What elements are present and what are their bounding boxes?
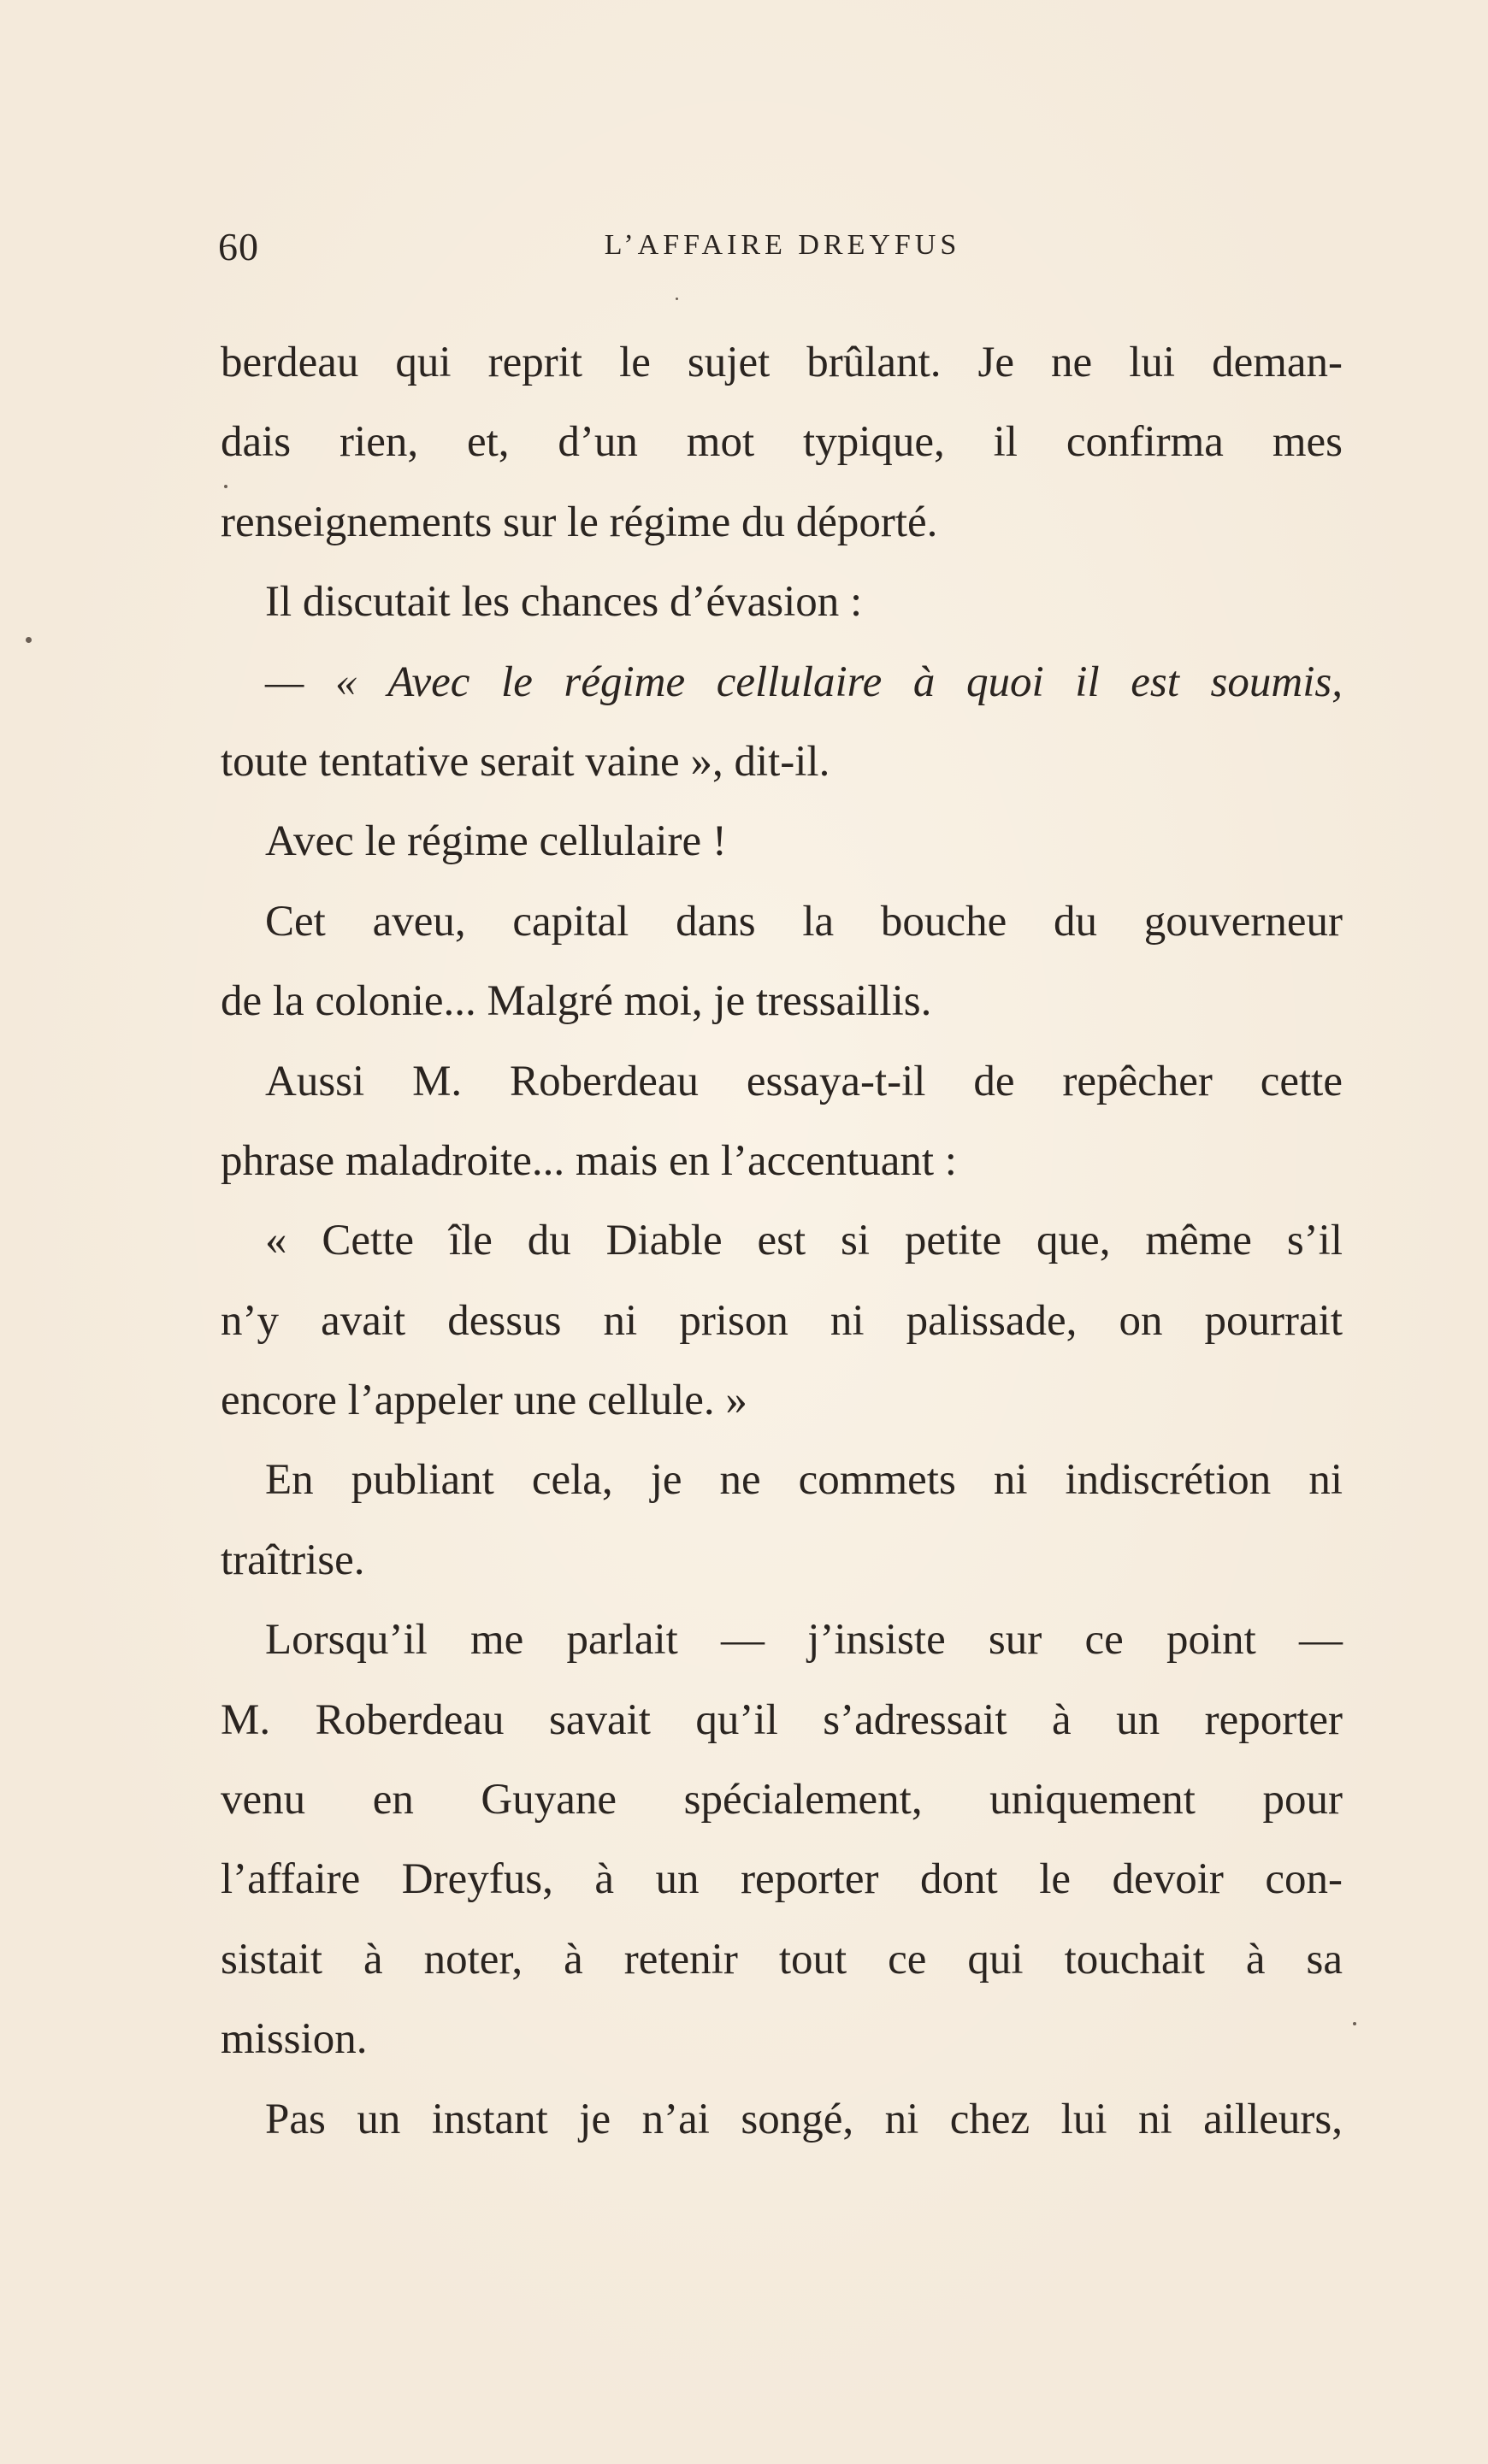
running-title: L’AFFAIRE DREYFUS <box>604 229 961 261</box>
text-line: dais rien, et, d’un mot typique, il confirma mes <box>221 418 1343 467</box>
text-line: Aussi M. Roberdeau essaya-t-il de repêcher cette <box>265 1057 1343 1105</box>
text-line: sistait à noter, à retenir tout ce qui touchait à sa <box>221 1935 1343 1984</box>
text-line-quote: — « Avec le régime cellulaire à quoi il est soumis, <box>265 657 1343 706</box>
text-line: Cet aveu, capital dans la bouche du gouverneur <box>265 897 1343 946</box>
text-line: renseignements sur le régime du déporté. <box>221 498 938 546</box>
text-line: venu en Guyane spécialement, uniquement pour <box>221 1776 1343 1824</box>
text-line: n’y avait dessus ni prison ni palissade, on pourrait <box>221 1296 1343 1345</box>
text-line: toute tentative serait vaine », dit-il. <box>221 737 830 786</box>
text-line: phrase maladroite... mais en l’accentuant : <box>221 1136 957 1185</box>
text-line: de la colonie... Malgré moi, je tressaillis. <box>221 977 932 1026</box>
text-line: « Cette île du Diable est si petite que, même s’il <box>265 1217 1343 1265</box>
body-text <box>221 323 1343 2160</box>
paper-speck <box>676 298 678 300</box>
paper-speck <box>1353 2022 1356 2025</box>
text-line: traîtrise. <box>221 1536 365 1584</box>
paper-speck <box>224 485 227 488</box>
text-line: berdeau qui reprit le sujet brûlant. Je ne lui deman- <box>221 339 1343 386</box>
page-header <box>218 224 1347 284</box>
text-line: Il discutait les chances d’évasion : <box>265 578 863 627</box>
text-line: encore l’appeler une cellule. » <box>221 1376 747 1425</box>
text-line: En publiant cela, je ne commets ni indiscrétion ni <box>265 1456 1343 1505</box>
text-line: Pas un instant je n’ai songé, ni chez lui ni ailleurs, <box>265 2095 1343 2143</box>
text-line: M. Roberdeau savait qu’il s’adressait à un reporter <box>221 1695 1343 1744</box>
paper-speck <box>26 637 32 643</box>
page-number: 60 <box>218 225 259 268</box>
text-line: Avec le régime cellulaire ! <box>265 817 727 866</box>
text-line: mission. <box>221 2015 368 2064</box>
text-line: l’affaire Dreyfus, à un reporter dont le devoir con- <box>221 1855 1343 1904</box>
text-line: Lorsqu’il me parlait — j’insiste sur ce point — <box>265 1616 1343 1665</box>
